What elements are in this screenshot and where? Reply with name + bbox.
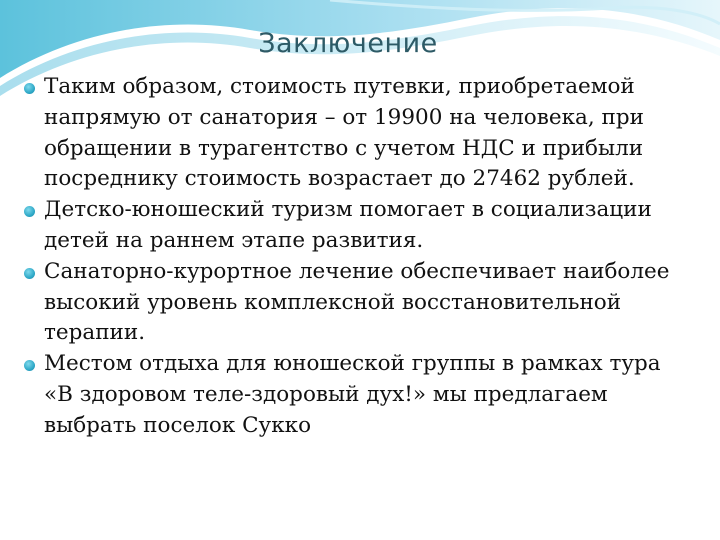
bullet-text: Таким образом, стоимость путевки, приобретаемой напрямую от санатория – от 19900 на человека, при обращении в турагентство с учетом НДС и прибыли посреднику стоимость возрастает до 27462 рублей.: [44, 74, 644, 192]
bullet-item: [24, 349, 684, 441]
bullet-text: Санаторно-курортное лечение обеспечивает наиболее высокий уровень комплексной восстановительной терапии.: [44, 258, 670, 346]
bullet-text: Детско-юношеский туризм помогает в социализации детей на раннем этапе развития.: [44, 197, 652, 253]
bullet-dot-icon: [24, 360, 35, 371]
bullet-item: [24, 257, 684, 349]
bullet-dot-icon: [24, 268, 35, 279]
bullet-dot-icon: [24, 83, 35, 94]
bullet-item: [24, 72, 684, 195]
bullet-list: [24, 72, 684, 442]
slide-title: Заключение: [258, 28, 438, 59]
bullet-dot-icon: [24, 206, 35, 217]
bullet-item: [24, 195, 684, 257]
bullet-text: Местом отдыха для юношеской группы в рамках тура «В здоровом теле-здоровый дух!» мы предлагаем выбрать поселок Сукко: [44, 351, 661, 438]
